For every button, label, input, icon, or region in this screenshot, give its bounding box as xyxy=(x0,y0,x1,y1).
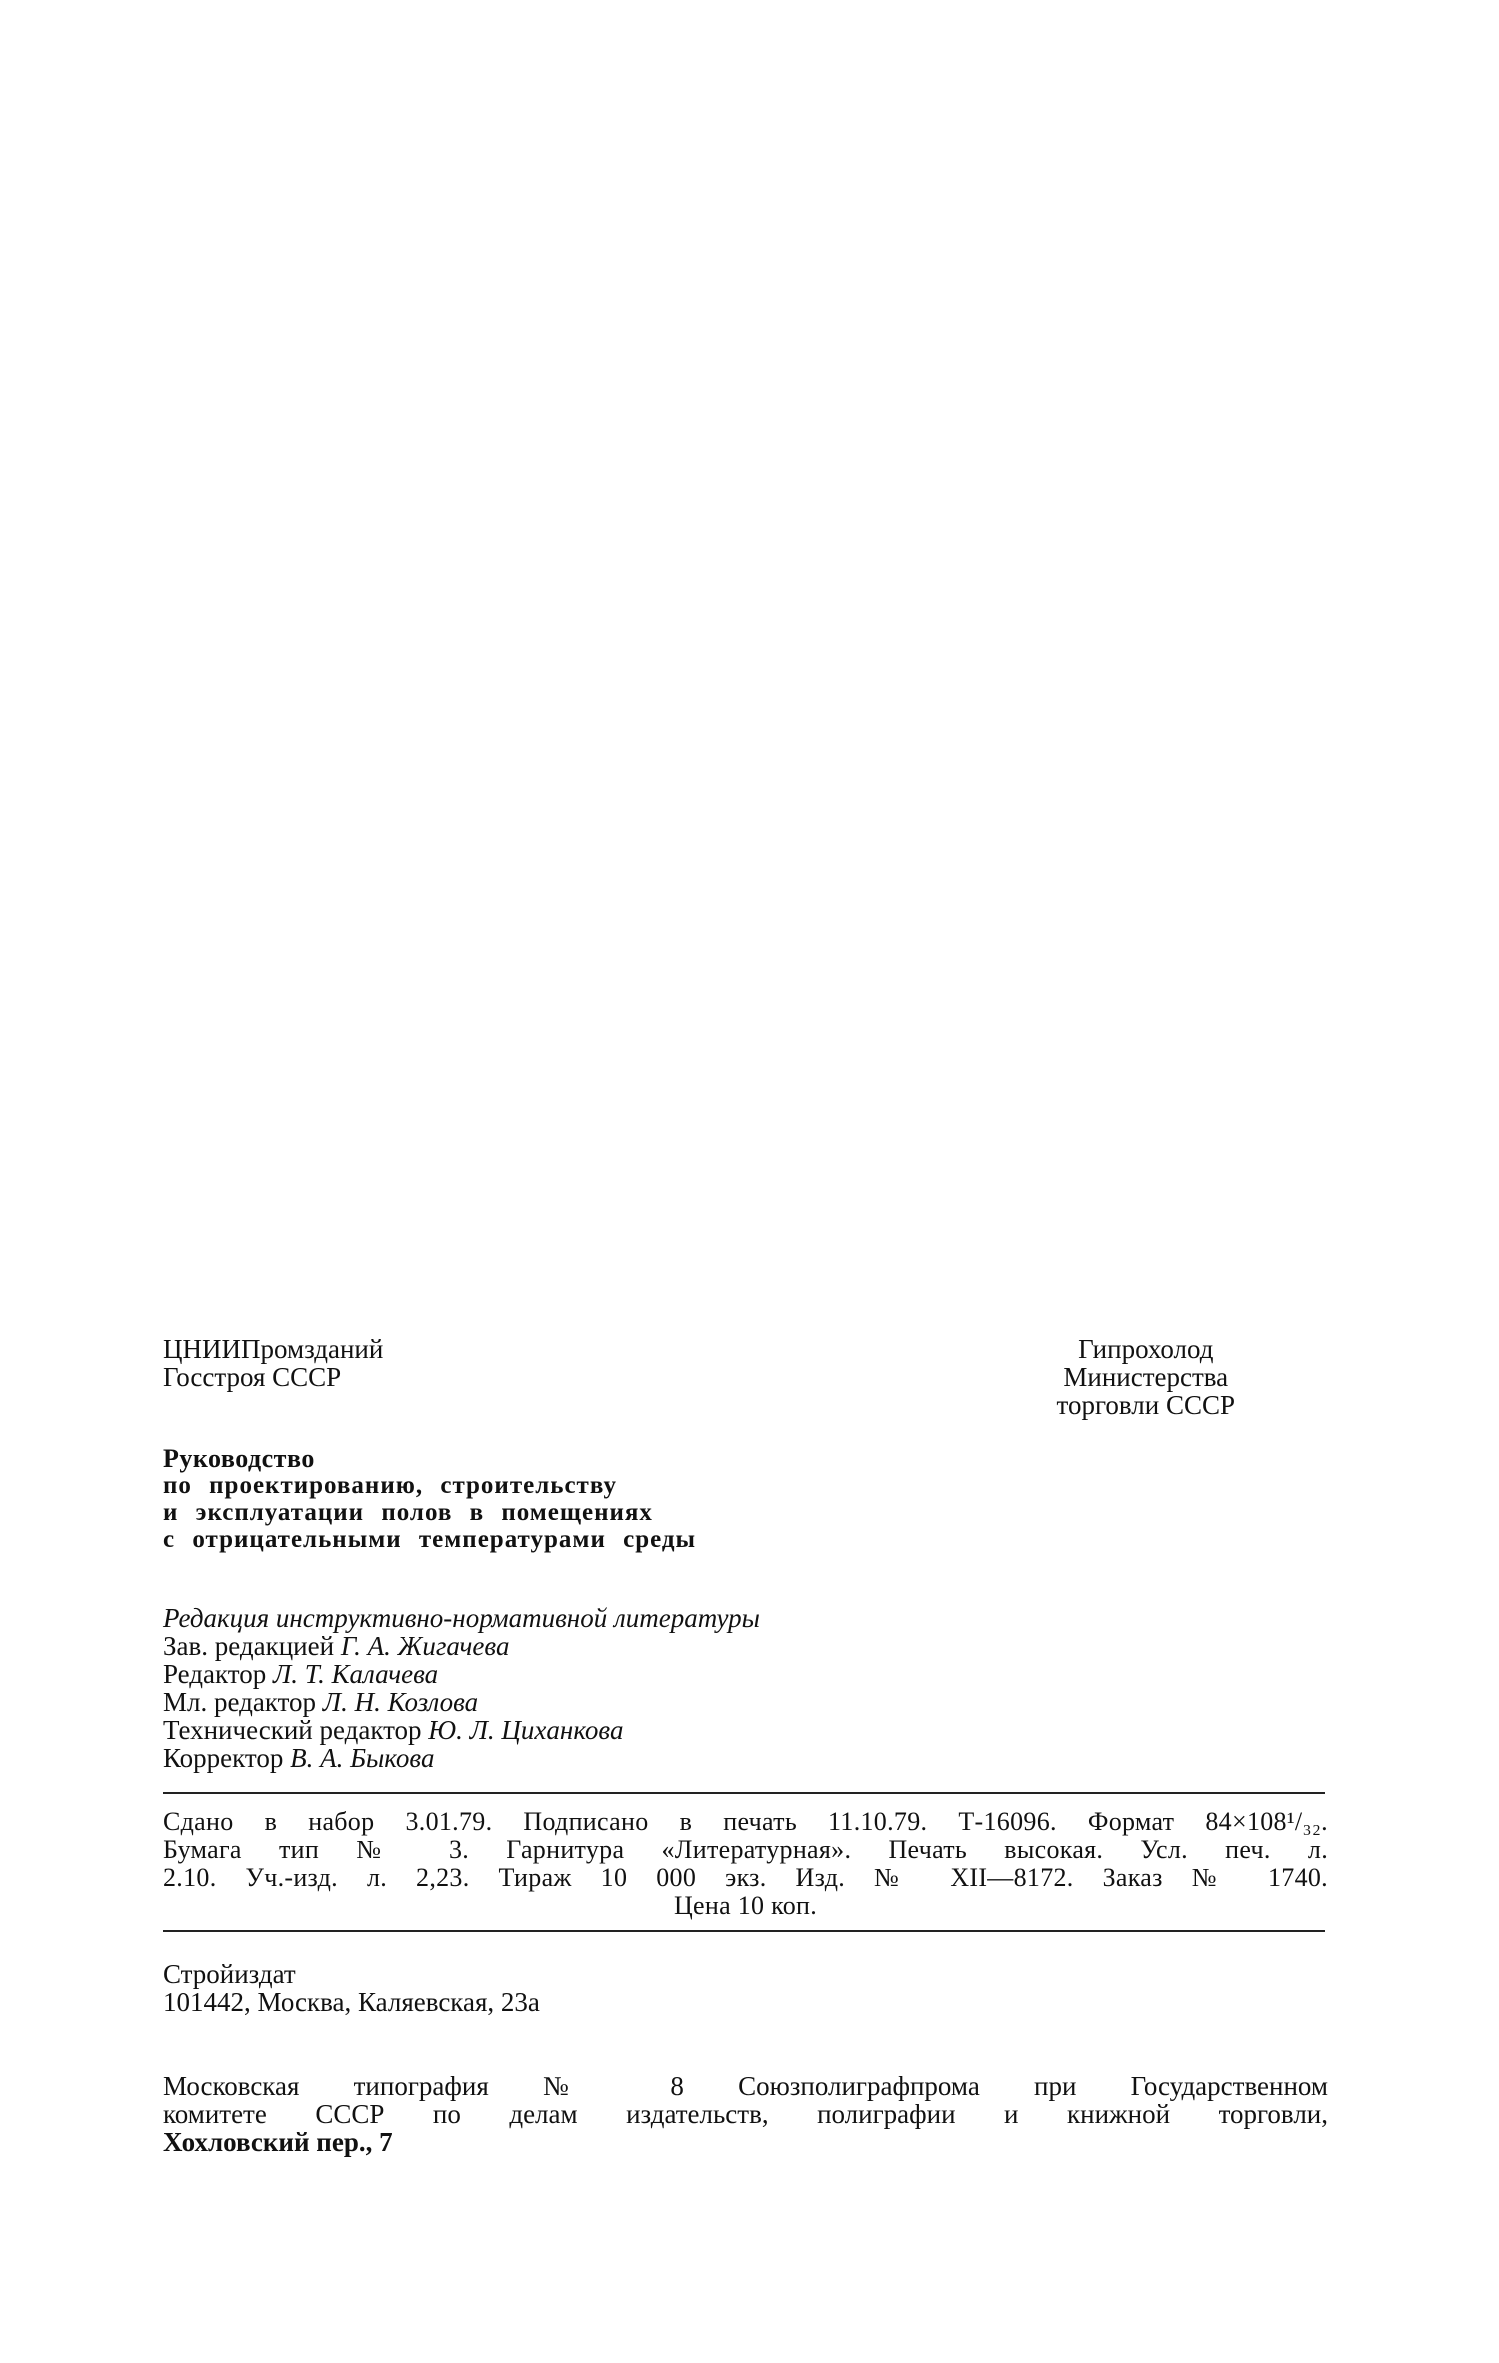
staff-member xyxy=(163,1716,1328,1744)
staff-member xyxy=(163,1660,1328,1688)
book-title-line: с отрицательными температурами среды xyxy=(163,1526,697,1553)
divider-bottom xyxy=(163,1930,1325,1932)
print-imprint xyxy=(163,1808,1328,1920)
staff-name: Л. Т. Калачева xyxy=(272,1659,439,1689)
publisher xyxy=(163,1960,1328,2016)
editorial-department: Редакция инструктивно-нормативной литературы xyxy=(163,1603,760,1633)
book-title-line: по проектированию, строительству xyxy=(163,1472,617,1499)
organization-right-line: Министерства xyxy=(1063,1362,1229,1392)
staff-member xyxy=(163,1688,1328,1716)
publisher-address: 101442, Москва, Каляевская, 23а xyxy=(163,1987,540,2017)
book-title xyxy=(163,1445,1328,1553)
divider-top xyxy=(163,1792,1325,1794)
printing-house xyxy=(163,2072,1328,2156)
price: Цена 10 коп. xyxy=(673,1891,818,1920)
organization-left xyxy=(163,1335,383,1391)
book-title-line: и эксплуатации полов в помещениях xyxy=(163,1499,653,1526)
staff-name: Г. А. Жигачева xyxy=(340,1631,510,1661)
organization-left-line: Госстроя СССР xyxy=(163,1362,342,1392)
imprint-line: Бумага тип № 3. Гарнитура «Литературная». Печать высокая. Усл. печ. л. xyxy=(163,1835,1328,1864)
organization-right xyxy=(1057,1335,1235,1419)
staff-name: Л. Н. Козлова xyxy=(322,1687,479,1717)
staff-role: Редактор xyxy=(163,1659,267,1689)
printer-line: Московская типография № 8 Союзполиграфпрома при Государственном xyxy=(163,2071,1328,2101)
staff-name: В. А. Быкова xyxy=(290,1743,435,1773)
organizations xyxy=(163,1335,1328,1425)
organization-left-line: ЦНИИПромзданий xyxy=(163,1334,384,1364)
staff-role: Корректор xyxy=(163,1743,284,1773)
printer-address: Хохловский пер., 7 xyxy=(163,2127,393,2157)
printer-line: комитете СССР по делам издательств, полиграфии и книжной торговли, xyxy=(163,2099,1328,2129)
imprint-line: 2.10. Уч.-изд. л. 2,23. Тираж 10 000 экз. Изд. № XII—8172. Заказ № 1740. xyxy=(163,1863,1328,1892)
publisher-name: Стройиздат xyxy=(163,1959,296,1989)
staff-role: Технический редактор xyxy=(163,1715,422,1745)
organization-right-line: торговли СССР xyxy=(1056,1390,1235,1420)
staff-name: Ю. Л. Цихaнкова xyxy=(428,1715,624,1745)
imprint-line: Сдано в набор 3.01.79. Подписано в печать 11.10.79. Т-16096. Формат 84×108¹/₃₂. xyxy=(163,1807,1328,1836)
organization-right-line: Гипрохолод xyxy=(1078,1334,1214,1364)
staff-role: Зав. редакцией xyxy=(163,1631,335,1661)
staff-role: Мл. редактор xyxy=(163,1687,317,1717)
editorial-staff xyxy=(163,1604,1328,1772)
staff-member xyxy=(163,1744,1328,1772)
book-title-line: Руководство xyxy=(163,1444,315,1473)
staff-member xyxy=(163,1632,1328,1660)
